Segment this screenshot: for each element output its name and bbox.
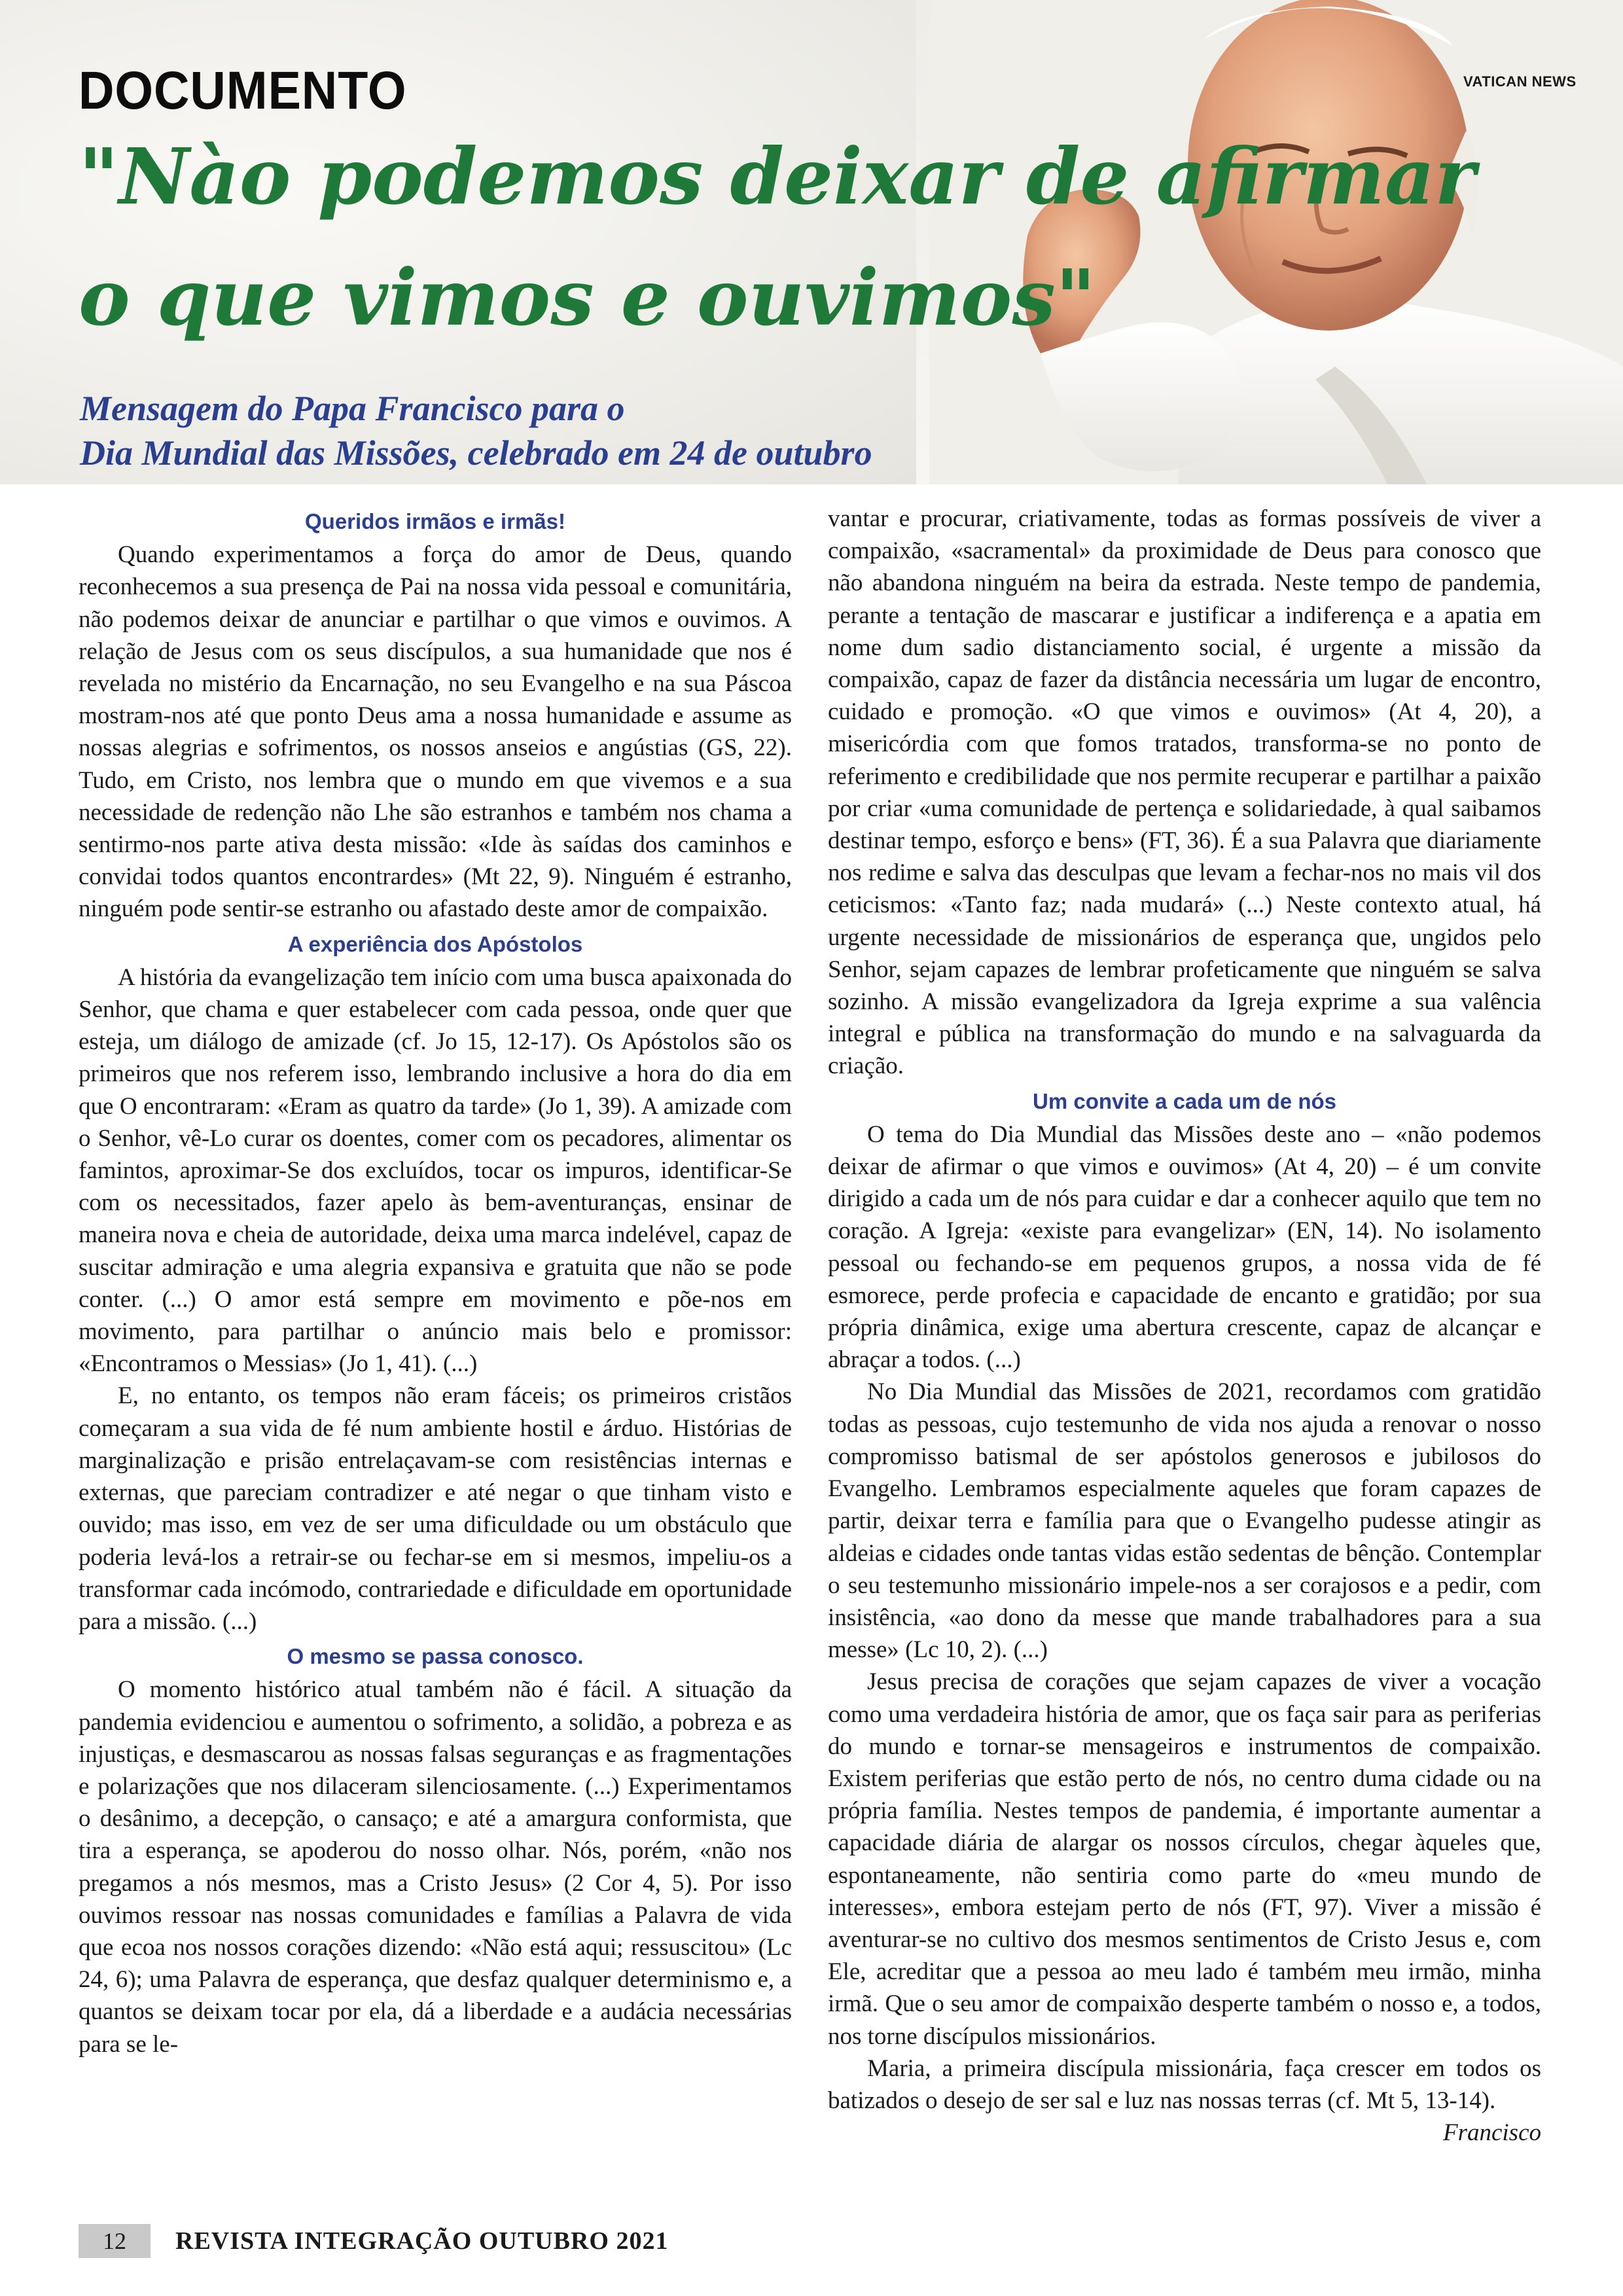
article-column-left	[79, 503, 792, 2060]
photo-credit: VATICAN NEWS	[1463, 73, 1577, 90]
signature: Francisco	[1442, 2119, 1541, 2147]
subtitle	[80, 386, 872, 475]
subtitle-line-2: Dia Mundial das Missões, celebrado em 24 de outubro	[80, 433, 872, 473]
paragraph: E, no entanto, os tempos não eram fáceis; os primeiros cristãos começaram a sua vida de fé num ambiente hostil e árduo. Histórias de marginalização e prisão entrelaçavam-se com resistências internas e externas, que pareciam contradizer e até negar o que tinham visto e ouvido; mas isso, em vez de ser uma dificuldade ou um obstáculo que poderia levá-los a retrair-se ou fechar-se em si mesmos, impeliu-os a transformar cada incómodo, contrariedade e dificuldade em oportunidade para a missão. (...)	[79, 1382, 792, 1635]
title-line-2: o que vimos e ouvimos"	[79, 252, 1096, 343]
paragraph: O tema do Dia Mundial das Missões deste ano – «não podemos deixar de afirmar o que vimos e ouvimos» (At 4, 20) – é um convite dirigido a cada um de nós para cuidar e dar a conhecer aquilo que tem no coração. A Igreja: «existe para evangelizar» (EN, 14). No isolamento pessoal ou fechando-se em pequenos grupos, a nossa vida de fé esmorece, perde profecia e capacidade de encanto e gratidão; por sua própria dinâmica, exige uma abertura crescente, capaz de alcançar e abraçar a todos. (...)	[828, 1121, 1541, 1374]
page-footer	[79, 2224, 1544, 2258]
page-number: 12	[79, 2224, 151, 2258]
greeting-heading: Queridos irmãos e irmãs!	[305, 509, 565, 533]
section-heading: O mesmo se passa conosco.	[287, 1644, 584, 1669]
magazine-name: REVISTA INTEGRAÇÃO OUTUBRO 2021	[175, 2227, 669, 2255]
paragraph: Jesus precisa de corações que sejam capazes de viver a vocação como uma verdadeira história de amor, que os faça sair para as periferias do mundo e tornar-se mensageiros e instrumentos de compaixão. Existem periferias que estão perto de nós, no centro duma cidade ou na própria família. Nestes tempos de pandemia, é importante aumentar a capacidade diária de alargar os nossos círculos, chegar àqueles que, espontaneamente, não sentiria como parte do «meu mundo de interesses», embora estejam perto de nós (FT, 97). Viver a missão é aventurar-se no cultivo dos mesmos sentimentos de Cristo Jesus e, com Ele, acreditar que a pessoa ao meu lado é também meu irmão, minha irmã. Que o seu amor de compaixão desperte também o nosso e, a todos, nos torne discípulos missionários.	[828, 1668, 1541, 2050]
section-heading: Um convite a cada um de nós	[1033, 1088, 1336, 1113]
paragraph: Quando experimentamos a força do amor de Deus, quando reconhecemos a sua presença de Pai na nossa vida pessoal e comunitária, não podemos deixar de anunciar e partilhar o que vimos e ouvimos. A relação de Jesus com os seus discípulos, a sua humanidade que nos é revelada no mistério da Encarnação, no seu Evangelho e na sua Páscoa mostram-nos até que ponto Deus ama a nossa humanidade e assume as nossas alegrias e sofrimentos, os nossos anseios e angústias (GS, 22). Tudo, em Cristo, nos lembra que o mundo em que vivemos e a sua necessidade de redenção não Lhe são estranhos e também nos chama a sentirmo-nos parte ativa desta missão: «Ide às saídas dos caminhos e convidai todos quantos encontrardes» (Mt 22, 9). Ninguém é estranho, ninguém pode sentir-se estranho ou afastado deste amor de compaixão.	[79, 541, 792, 923]
hero-banner	[0, 0, 1623, 484]
paragraph: No Dia Mundial das Missões de 2021, recordamos com gratidão todas as pessoas, cujo testemunho de vida nos ajuda a renovar o nosso compromisso batismal de ser apóstolos generosos e jubilosos do Evangelho. Lembramos especialmente aqueles que foram capazes de partir, deixar terra e família para que o Evangelho pudesse atingir as aldeias e cidades onde tantas vidas estão sedentas de bênção. Contemplar o seu testemunho missionário impele-nos a ser corajosos e a pedir, com insistência, «ao dono da messe que mande trabalhadores para a sua messe» (Lc 10, 2). (...)	[828, 1378, 1541, 1664]
section-label: DOCUMENTO	[79, 61, 407, 120]
paragraph: Maria, a primeira discípula missionária, faça crescer em todos os batizados o desejo de ser sal e luz nas nossas terras (cf. Mt 5, 13-14).	[828, 2054, 1541, 2114]
paragraph: O momento histórico atual também não é fácil. A situação da pandemia evidenciou e aumentou o sofrimento, a solidão, a pobreza e as injustiças, e desmascarou as nossas falsas seguranças e as fragmentações e polarizações que nos dilaceram silenciosamente. (...) Experimentamos o desânimo, a decepção, o cansaço; e até a amargura conformista, que tira a esperança, se apoderou do nosso olhar. Nós, porém, «não nos pregamos a nós mesmos, mas a Cristo Jesus» (2 Cor 4, 5). Por isso ouvimos ressoar nas nossas comunidades e famílias a Palavra de vida que ecoa nos nossos corações dizendo: «Não está aqui; ressuscitou» (Lc 24, 6); uma Palavra de esperança, que desfaz qualquer determinismo e, a quantos se deixam tocar por ela, dá a liberdade e a audácia necessárias para se le-	[79, 1676, 792, 2058]
pope-photo	[929, 0, 1623, 484]
paragraph: A história da evangelização tem início com uma busca apaixonada do Senhor, que chama e quer estabelecer com cada pessoa, onde quer que esteja, um diálogo de amizade (cf. Jo 15, 12-17). Os Apóstolos são os primeiros que nos referem isso, lembrando inclusive a hora do dia em que O encontraram: «Eram as quatro da tarde» (Jo 1, 39). A amizade com o Senhor, vê-Lo curar os doentes, comer com os pecadores, alimentar os famintos, aproximar-Se dos excluídos, tocar os impuros, identificar-Se com os necessitados, fazer apelo às bem-aventuranças, ensinar de maneira nova e cheia de autoridade, deixa uma marca indelével, capaz de suscitar admiração e uma alegria expansiva e gratuita que não se pode conter. (...) O amor está sempre em movimento e põe-nos em movimento, para partilhar o anúncio mais belo e promissor: «Encontramos o Messias» (Jo 1, 41). (...)	[79, 963, 792, 1378]
paragraph: vantar e procurar, criativamente, todas as formas possíveis de viver a compaixão, «sacramental» da proximidade de Deus para conosco que não abandona ninguém na beira da estrada. Neste tempo de pandemia, perante a tentação de mascarar e justificar a indiferença e a apatia em nome dum sadio distanciamento social, é urgente a missão da compaixão, capaz de fazer da distância necessária um lugar de encontro, cuidado e promoção. «O que vimos e ouvimos» (At 4, 20), a misericórdia com que fomos tratados, transforma-se no ponto de referimento e credibilidade que nos permite recuperar e partilhar a paixão por criar «uma comunidade de pertença e solidariedade, à qual saibamos destinar tempo, esforço e bens» (FT, 36). É a sua Palavra que diariamente nos redime e salva das desculpas que levam a fechar-nos no mais vil dos ceticismos: «Tanto faz; nada mudará» (...) Neste contexto atual, há urgente necessidade de missionários de esperança que, ungidos pelo Senhor, sejam capazes de lembrar profeticamente que ninguém se salva sozinho. A missão evangelizadora da Igreja exprime a sua valência integral e pública na transformação do mundo e na salvaguarda da criação.	[828, 505, 1541, 1080]
title-line-1: "Nào podemos deixar de afirmar	[79, 131, 1476, 222]
subtitle-line-1: Mensagem do Papa Francisco para o	[80, 389, 625, 428]
article-column-right	[828, 503, 1541, 2149]
section-heading: A experiência dos Apóstolos	[287, 931, 583, 956]
